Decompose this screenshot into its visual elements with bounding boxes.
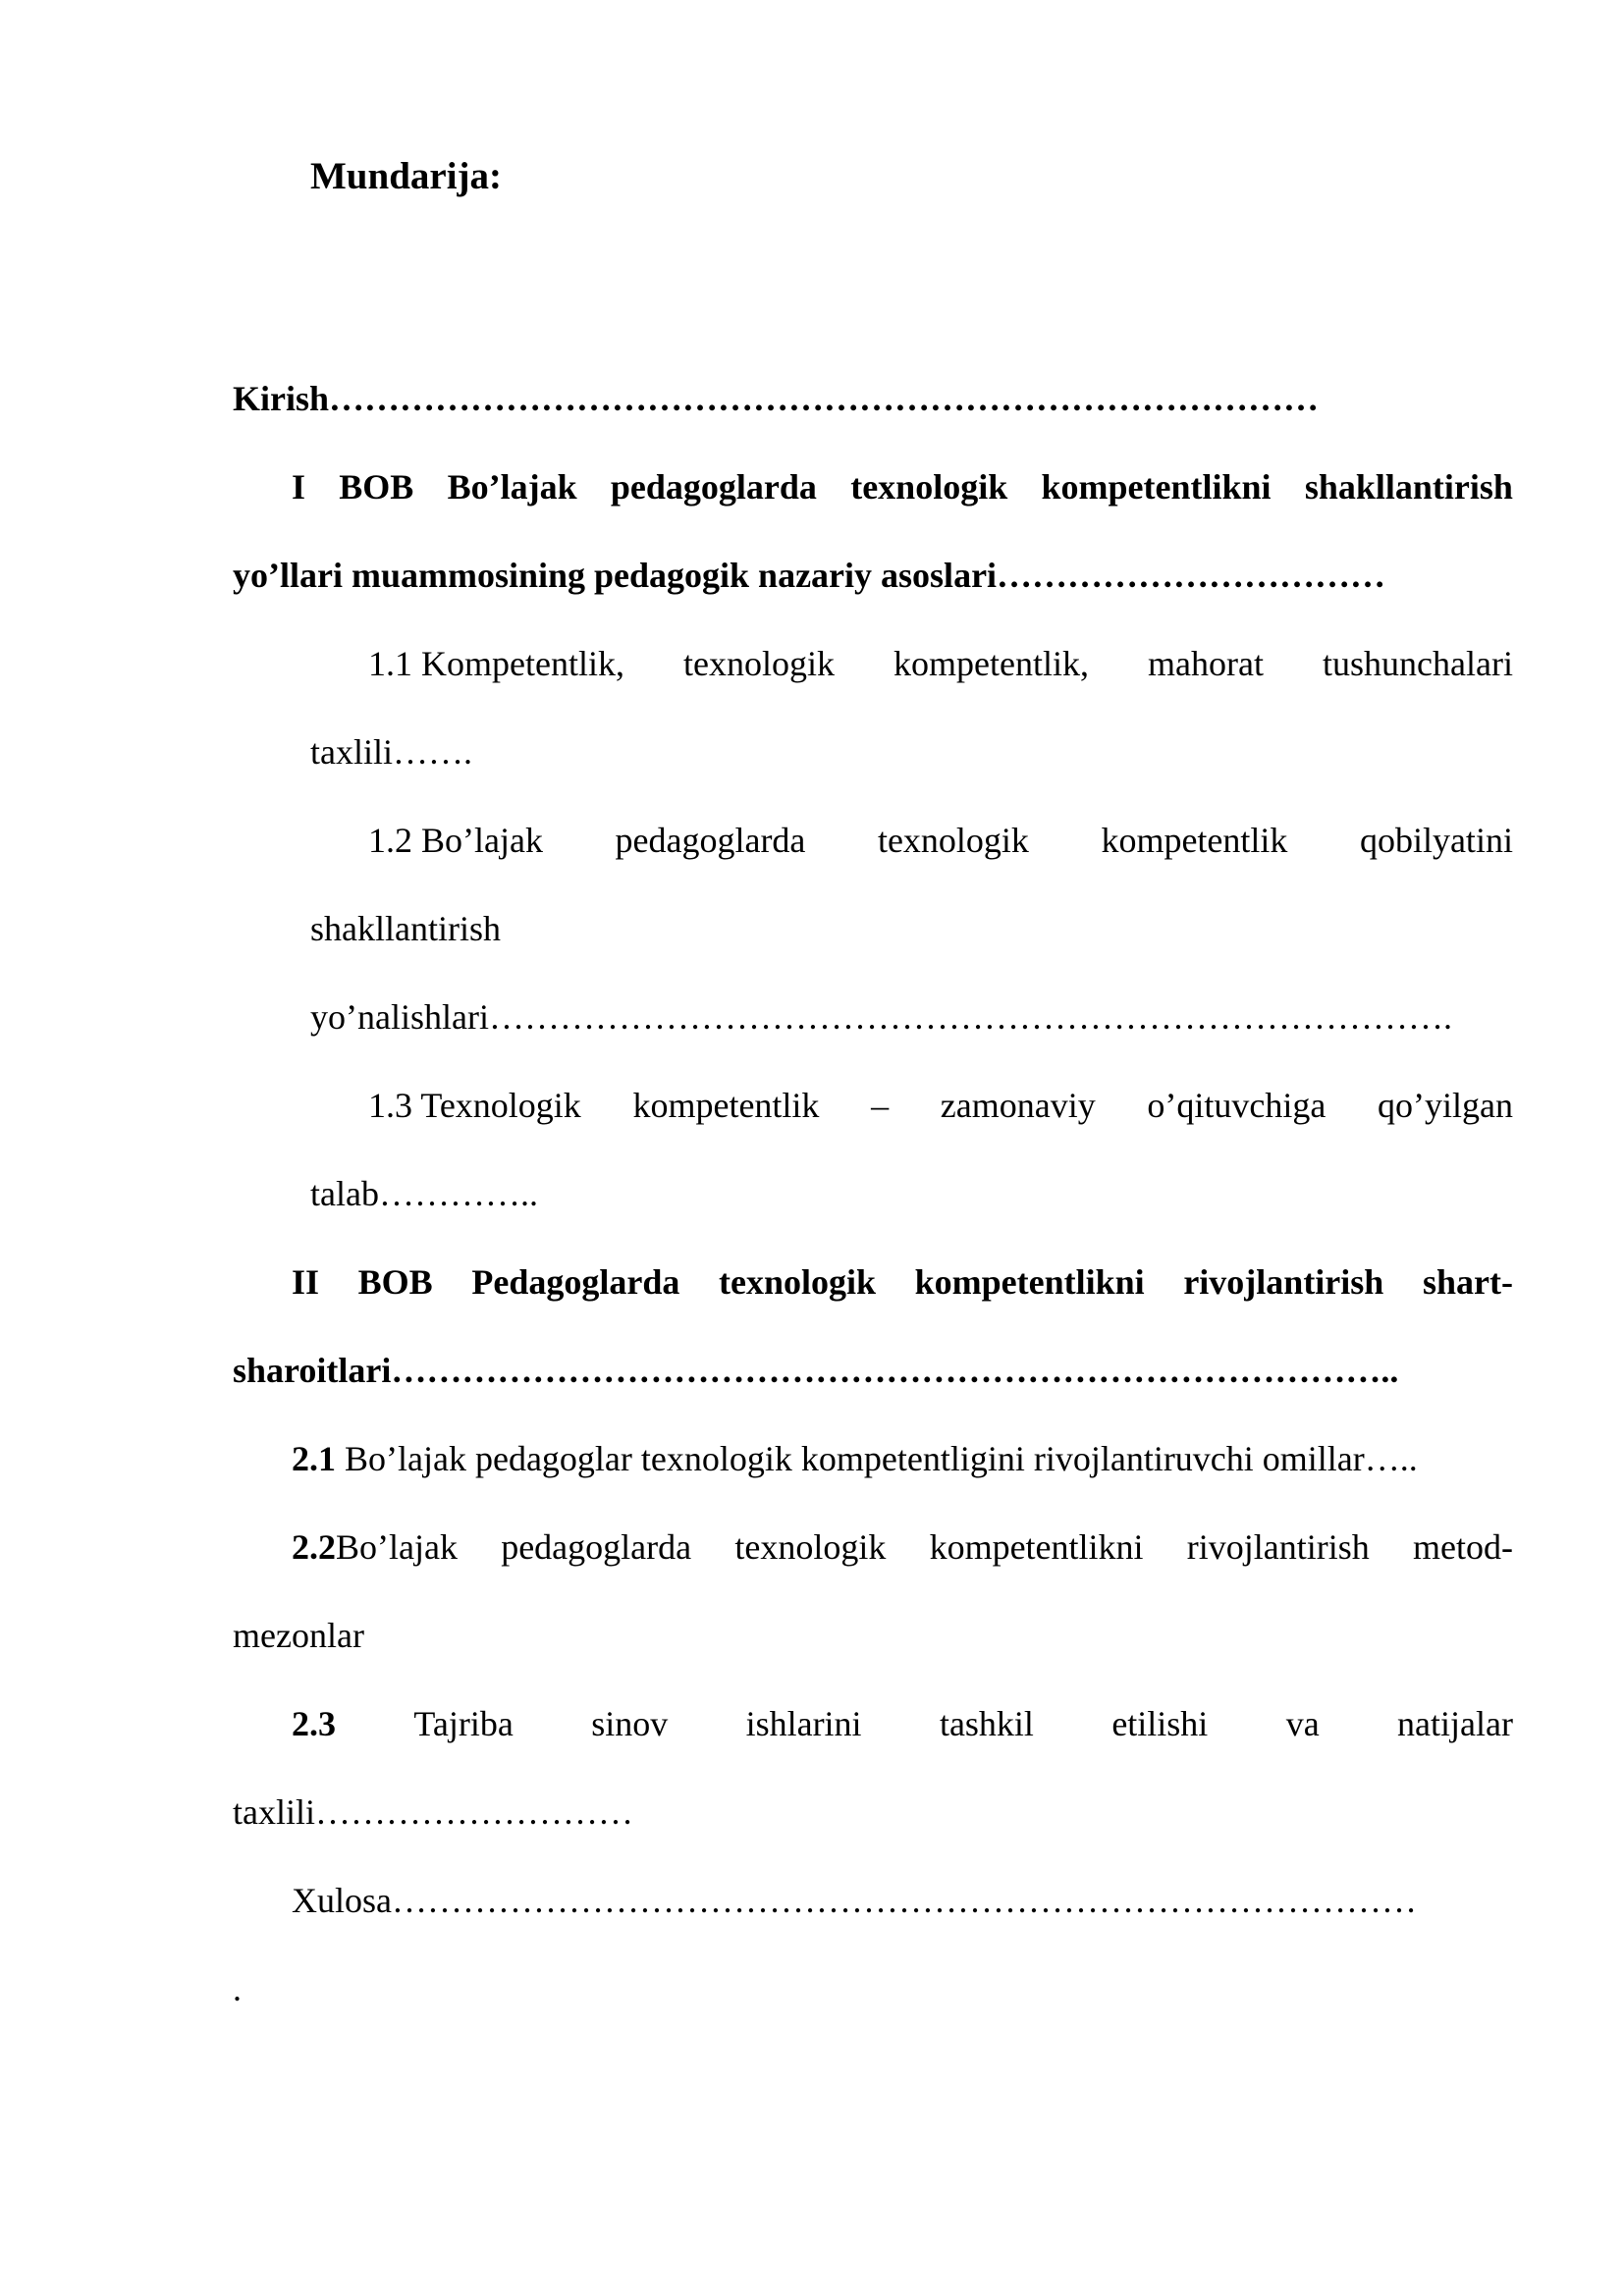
- toc-entry-1-2-line1: [368, 819, 1513, 862]
- toc-word: o’qituvchiga: [1147, 1086, 1326, 1125]
- toc-word: texnologik: [850, 467, 1008, 507]
- toc-entry-2-1: [292, 1437, 1418, 1480]
- toc-word: qobilyatini: [1359, 821, 1513, 860]
- toc-word: pedagoglarda: [610, 467, 817, 507]
- toc-word: 1.1 Kompetentlik,: [368, 644, 624, 683]
- toc-entry-bob2-line1: [292, 1260, 1513, 1304]
- toc-entry-bob2-line2: sharoitlari…………………………………………………………………………..: [233, 1351, 1399, 1390]
- page-title: Mundarija:: [310, 155, 502, 197]
- section-number: 2.2: [292, 1527, 336, 1567]
- toc-word: zamonaviy: [940, 1086, 1096, 1125]
- toc-word: kompetentlikni: [914, 1262, 1145, 1302]
- toc-entry-1-2-line3: yo’nalishlari……………………………………………………………………….: [310, 997, 1452, 1037]
- toc-word: texnologik: [683, 644, 835, 683]
- toc-word: kompetentlikni: [929, 1527, 1144, 1567]
- toc-word: II: [292, 1262, 320, 1302]
- toc-word: kompetentlik,: [893, 644, 1089, 683]
- toc-word: pedagoglarda: [501, 1527, 692, 1567]
- toc-word: ishlarini: [745, 1704, 862, 1743]
- section-number: 2.1: [292, 1439, 336, 1478]
- toc-entry-1-1-line1: [368, 642, 1513, 685]
- toc-word: 1.2 Bo’lajak: [368, 821, 543, 860]
- toc-entry-2-2-line1: [292, 1525, 1513, 1569]
- toc-word: pedagoglarda: [615, 821, 806, 860]
- toc-word: kompetentlik: [632, 1086, 820, 1125]
- toc-word: metod-: [1412, 1527, 1513, 1567]
- toc-word: kompetentlikni: [1041, 467, 1272, 507]
- toc-entry-2-2-line2: mezonlar: [233, 1616, 364, 1655]
- toc-word: va: [1285, 1704, 1320, 1743]
- toc-entry-1-2-line2: shakllantirish: [310, 909, 501, 948]
- toc-word: etilishi: [1111, 1704, 1209, 1743]
- toc-word: –: [871, 1086, 890, 1125]
- section-number: 2.3: [292, 1704, 336, 1743]
- toc-word: rivojlantirish: [1186, 1527, 1370, 1567]
- toc-word: texnologik: [734, 1527, 887, 1567]
- toc-entry-2-3-line2: taxlili………………………: [233, 1792, 633, 1832]
- toc-entry-1-3-line1: [368, 1084, 1513, 1127]
- toc-word: BOB: [339, 467, 414, 507]
- toc-entry-1-3-line2: talab…………..: [310, 1174, 538, 1213]
- toc-word: Pedagoglarda: [471, 1262, 680, 1302]
- toc-word: natijalar: [1397, 1704, 1513, 1743]
- toc-word: texnologik: [877, 821, 1029, 860]
- toc-word: Tajriba: [413, 1704, 514, 1743]
- toc-word: sinov: [591, 1704, 669, 1743]
- toc-word: BOB: [357, 1262, 433, 1302]
- toc-entry-bob1-line2: yo’llari muammosining pedagogik nazariy asoslari……………………………: [233, 556, 1386, 595]
- toc-word: qo’yilgan: [1377, 1086, 1513, 1125]
- toc-word: shart-: [1422, 1262, 1513, 1302]
- toc-word: texnologik: [718, 1262, 876, 1302]
- toc-word: rivojlantirish: [1183, 1262, 1384, 1302]
- toc-word-text: Bo’lajak: [336, 1527, 458, 1567]
- toc-entry-1-1-line2: taxlili…….: [310, 732, 472, 772]
- toc-word: Bo’lajak: [447, 467, 577, 507]
- toc-word: 1.3 Texnologik: [368, 1086, 581, 1125]
- toc-entry-text: Bo’lajak pedagoglar texnologik kompetentligini rivojlantiruvchi omillar…..: [336, 1439, 1418, 1478]
- toc-entry-xulosa: Xulosa……………………………………………………………………………: [292, 1881, 1417, 1920]
- toc-word: I: [292, 467, 306, 507]
- toc-word: [292, 1525, 458, 1569]
- toc-word: mahorat: [1148, 644, 1264, 683]
- toc-word: tushunchalari: [1323, 644, 1513, 683]
- trailing-dot: .: [233, 1969, 242, 2008]
- toc-entry-kirish: Kirish…………………………………………………………………………: [233, 379, 1320, 418]
- toc-word: kompetentlik: [1101, 821, 1288, 860]
- toc-word: shakllantirish: [1304, 467, 1513, 507]
- toc-entry-bob1-line1: [292, 465, 1513, 508]
- toc-entry-2-3-line1: [292, 1702, 1513, 1745]
- toc-word: tashkil: [939, 1704, 1034, 1743]
